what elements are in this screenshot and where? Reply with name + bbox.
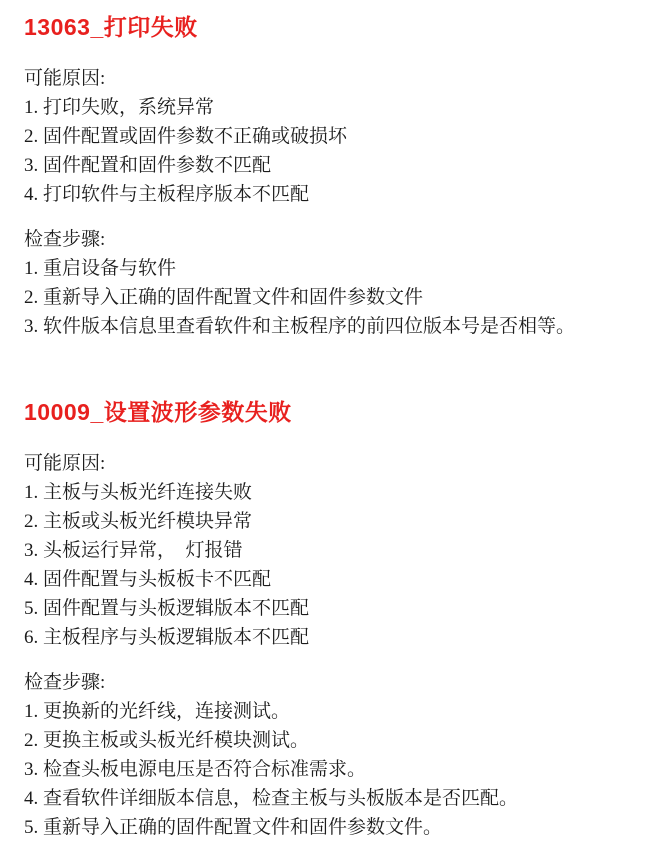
list-item: 2. 固件配置或固件参数不正确或破损坏 — [24, 126, 348, 147]
list-item: 3. 固件配置和固件参数不匹配 — [24, 155, 272, 176]
list-item: 1. 打印失败，系统异常 — [24, 97, 215, 118]
list-item: 2. 更换主板或头板光纤模块测试。 — [24, 730, 310, 751]
list-item: 4. 固件配置与头板板卡不匹配 — [24, 569, 272, 590]
check-steps-label: 检查步骤: — [24, 672, 106, 693]
possible-causes-label: 可能原因: — [24, 68, 106, 89]
list-item: 6. 主板程序与头板逻辑版本不匹配 — [24, 627, 310, 648]
list-item: 1. 更换新的光纤线，连接测试。 — [24, 701, 291, 722]
list-item: 1. 主板与头板光纤连接失败 — [24, 482, 253, 503]
list-item: 4. 查看软件详细版本信息，检查主板与头板版本是否匹配。 — [24, 788, 519, 809]
error-section-10009 — [24, 397, 643, 842]
section-title-13063: 13063_打印失败 — [24, 14, 198, 40]
list-item: 4. 打印软件与主板程序版本不匹配 — [24, 184, 310, 205]
possible-causes-block — [24, 64, 643, 209]
error-section-13063 — [24, 12, 643, 341]
list-item: 3. 头板运行异常， 灯报错 — [24, 540, 243, 561]
list-item: 3. 软件版本信息里查看软件和主板程序的前四位版本号是否相等。 — [24, 316, 576, 337]
check-steps-block — [24, 225, 643, 341]
possible-causes-label: 可能原因: — [24, 453, 106, 474]
possible-causes-block — [24, 449, 643, 652]
list-item: 2. 重新导入正确的固件配置文件和固件参数文件 — [24, 287, 424, 308]
list-item: 3. 检查头板电源电压是否符合标准需求。 — [24, 759, 367, 780]
list-item: 1. 重启设备与软件 — [24, 258, 177, 279]
list-item: 5. 重新导入正确的固件配置文件和固件参数文件。 — [24, 817, 443, 838]
list-item: 2. 主板或头板光纤模块异常 — [24, 511, 253, 532]
section-title-10009: 10009_设置波形参数失败 — [24, 399, 292, 425]
check-steps-label: 检查步骤: — [24, 229, 106, 250]
check-steps-block — [24, 668, 643, 842]
list-item: 5. 固件配置与头板逻辑版本不匹配 — [24, 598, 310, 619]
